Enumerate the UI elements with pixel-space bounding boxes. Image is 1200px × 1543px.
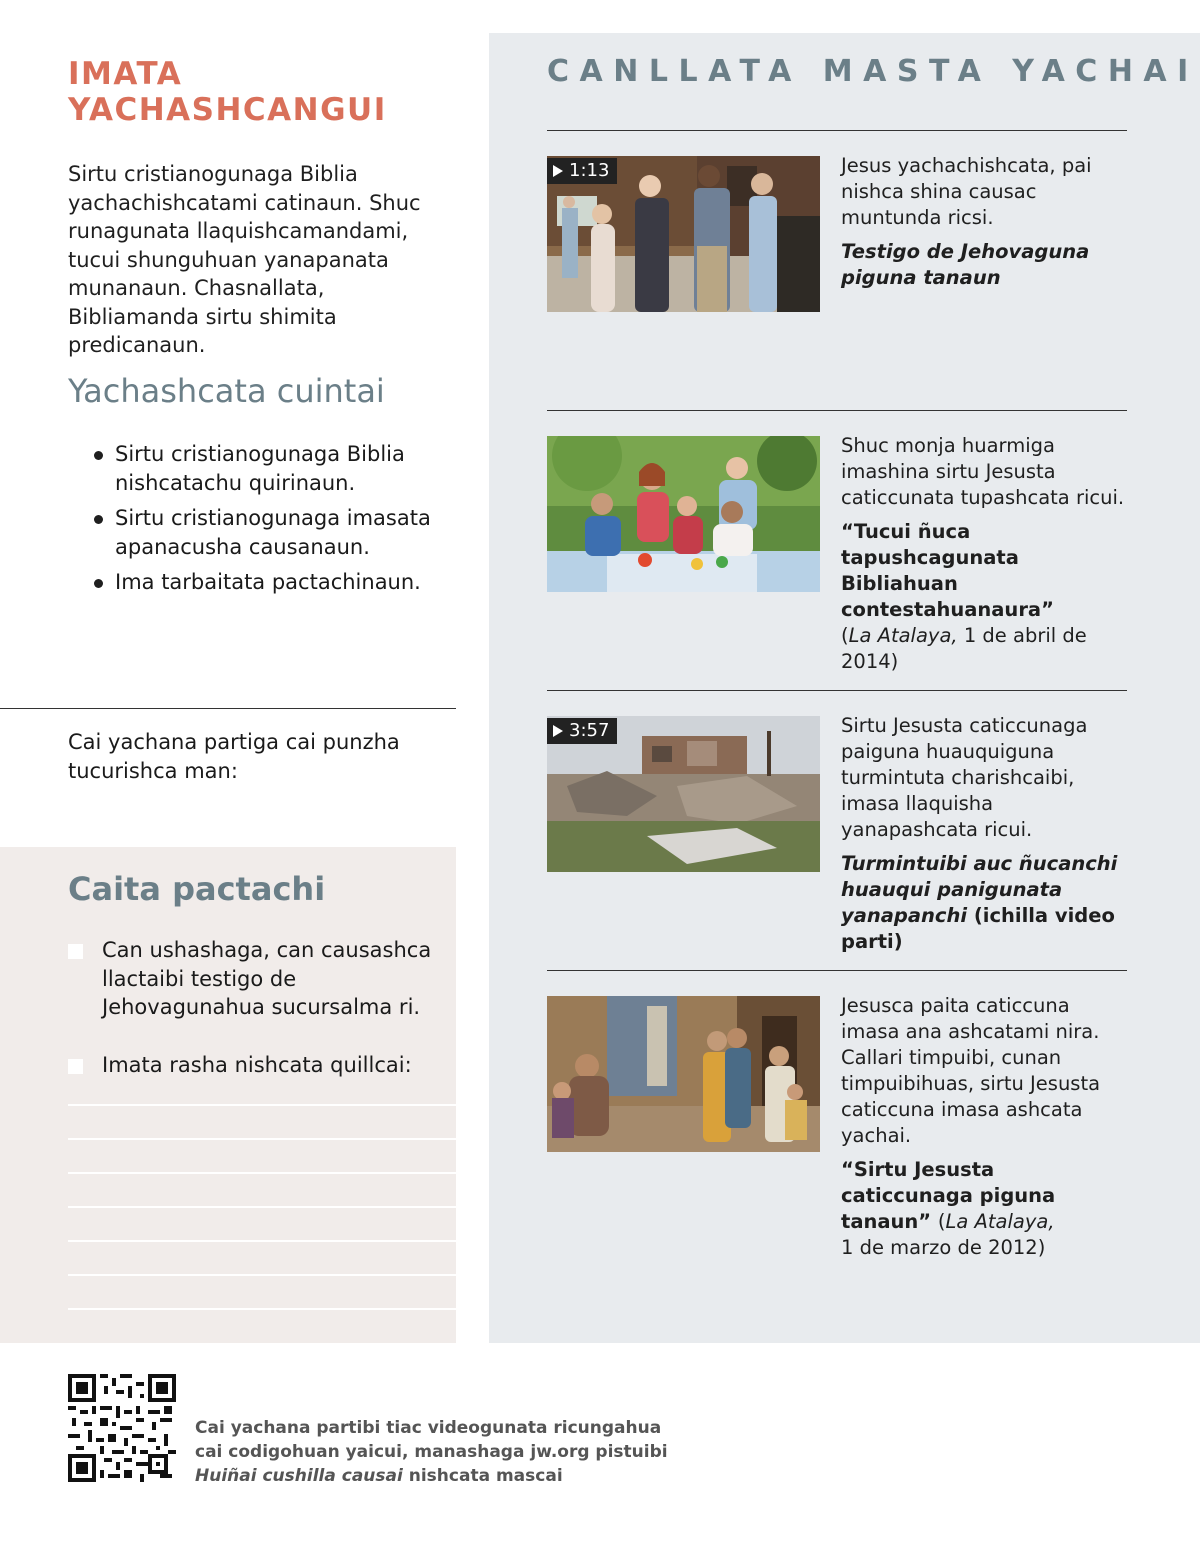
- footer-line-3-rest: nishcata mascai: [402, 1466, 563, 1486]
- writing-line[interactable]: [68, 1206, 456, 1208]
- publication-name: La Atalaya,: [945, 1210, 1055, 1233]
- writing-line[interactable]: [68, 1274, 456, 1276]
- footer-instructions: [195, 1416, 668, 1488]
- item-description: Jesusca paita caticcuna imasa ana ashcatami nira. Callari timpuibi, cunan timpuibihuas, sirtu Jesusta caticcuna imasa ashcata yachai.: [841, 994, 1101, 1147]
- learn-more-item-text: [841, 713, 1131, 955]
- learn-more-heading: CANLLATA MASTA YACHAI: [547, 54, 1199, 89]
- checkbox-item-visit-branch[interactable]: [68, 936, 438, 1022]
- writing-line[interactable]: [68, 1172, 456, 1174]
- writing-line[interactable]: [68, 1138, 456, 1140]
- review-item: Ima tarbaitata pactachinaun.: [92, 568, 442, 597]
- article-title: “Tucui ñuca tapushcagunata Bibliahuan contestahuanaura”: [841, 520, 1054, 621]
- duration-label: 1:13: [569, 160, 610, 181]
- video-title: Testigo de Jehovaguna piguna tanaun: [841, 240, 1090, 289]
- review-list: [92, 440, 442, 604]
- page-title: [68, 56, 387, 128]
- review-heading: Yachashcata cuintai: [68, 372, 385, 410]
- video-thumbnail-disaster[interactable]: [547, 716, 820, 872]
- publication-date: 1 de marzo de 2012): [841, 1236, 1046, 1259]
- video-link[interactable]: [841, 239, 1131, 291]
- video-title: Turmintuibi auc ñucanchi huauqui panigunata yanapanchi: [841, 852, 1118, 927]
- item-description: Sirtu Jesusta caticcunaga paiguna huauquiguna turmintuta charishcaibi, imasa llaquisha yanapashcata ricui.: [841, 714, 1088, 841]
- action-heading: Caita pactachi: [68, 870, 326, 908]
- video-thumbnail-witnesses[interactable]: [547, 156, 820, 312]
- footer-line-3: [195, 1464, 668, 1488]
- article-title: “Sirtu Jesusta caticcunaga piguna tanaun”: [841, 1158, 1056, 1233]
- page-title-line-1: IMATA: [68, 56, 183, 92]
- publication-date: 1 de abril de 2014): [841, 624, 1087, 673]
- learn-more-item-text: [841, 153, 1131, 291]
- divider: [547, 410, 1127, 411]
- article-thumbnail-dinner[interactable]: [547, 436, 820, 592]
- video-link[interactable]: [841, 851, 1131, 955]
- article-link[interactable]: [841, 1157, 1131, 1261]
- divider: [547, 130, 1127, 131]
- checkbox-label: Imata rasha nishcata quillcai:: [102, 1053, 412, 1077]
- article-thumbnail-bible-times[interactable]: [547, 996, 820, 1152]
- writing-line[interactable]: [68, 1104, 456, 1106]
- publication-name: La Atalaya,: [848, 624, 958, 647]
- ancient-street-image: [547, 996, 820, 1152]
- video-duration-badge: [547, 158, 617, 184]
- page-title-line-2: YACHASHCANGUI: [68, 92, 387, 128]
- search-term: Huiñai cushilla causai: [195, 1466, 403, 1486]
- divider: [547, 690, 1127, 691]
- writing-line[interactable]: [68, 1240, 456, 1242]
- duration-label: 3:57: [569, 720, 610, 741]
- play-icon: [553, 725, 563, 737]
- article-link[interactable]: [841, 519, 1131, 675]
- divider: [547, 970, 1127, 971]
- completion-note: Cai yachana partiga cai punzha tucurishca man:: [68, 730, 400, 783]
- item-description: Shuc monja huarmiga imashina sirtu Jesusta caticcunata tupashcata ricui.: [841, 434, 1125, 509]
- action-panel: [0, 847, 456, 1343]
- review-item: Sirtu cristianogunaga Biblia nishcatachu quirinaun.: [92, 440, 442, 497]
- video-note: (ichilla video parti): [841, 904, 1115, 953]
- play-icon: [553, 165, 563, 177]
- qr-code-icon[interactable]: [68, 1374, 176, 1482]
- divider: [0, 708, 456, 709]
- checkbox[interactable]: [68, 944, 83, 959]
- family-meal-image: [547, 436, 820, 592]
- checkbox[interactable]: [68, 1059, 83, 1074]
- footer-line-2: cai codigohuan yaicui, manashaga jw.org pistuibi: [195, 1442, 668, 1462]
- article-citation: (La Atalaya, 1 de abril de 2014): [841, 624, 1087, 673]
- intro-paragraph: Sirtu cristianogunaga Biblia yachachishcatami catinaun. Shuc runagunata llaquishcamandami, tucui shunguhuan yanapanata munanaun. Chasnallata, Bibliamanda sirtu shimita predicanaun.: [68, 162, 421, 357]
- learn-more-item-text: [841, 433, 1131, 675]
- review-item: Sirtu cristianogunaga imasata apanacusha causanaun.: [92, 504, 442, 561]
- article-citation: (La Atalaya, 1 de marzo de 2012): [841, 1210, 1055, 1259]
- item-description: Jesus yachachishcata, pai nishca shina causac muntunda ricsi.: [841, 154, 1092, 229]
- footer-line-1: Cai yachana partibi tiac videogunata ricungahua: [195, 1418, 662, 1438]
- writing-line[interactable]: [68, 1308, 456, 1310]
- checkbox-label: Can ushashaga, can causashca llactaibi testigo de Jehovagunahua sucursalma ri.: [102, 938, 432, 1019]
- video-duration-badge: [547, 718, 617, 744]
- learn-more-item-text: [841, 993, 1131, 1261]
- checkbox-item-write-goal[interactable]: [68, 1051, 438, 1080]
